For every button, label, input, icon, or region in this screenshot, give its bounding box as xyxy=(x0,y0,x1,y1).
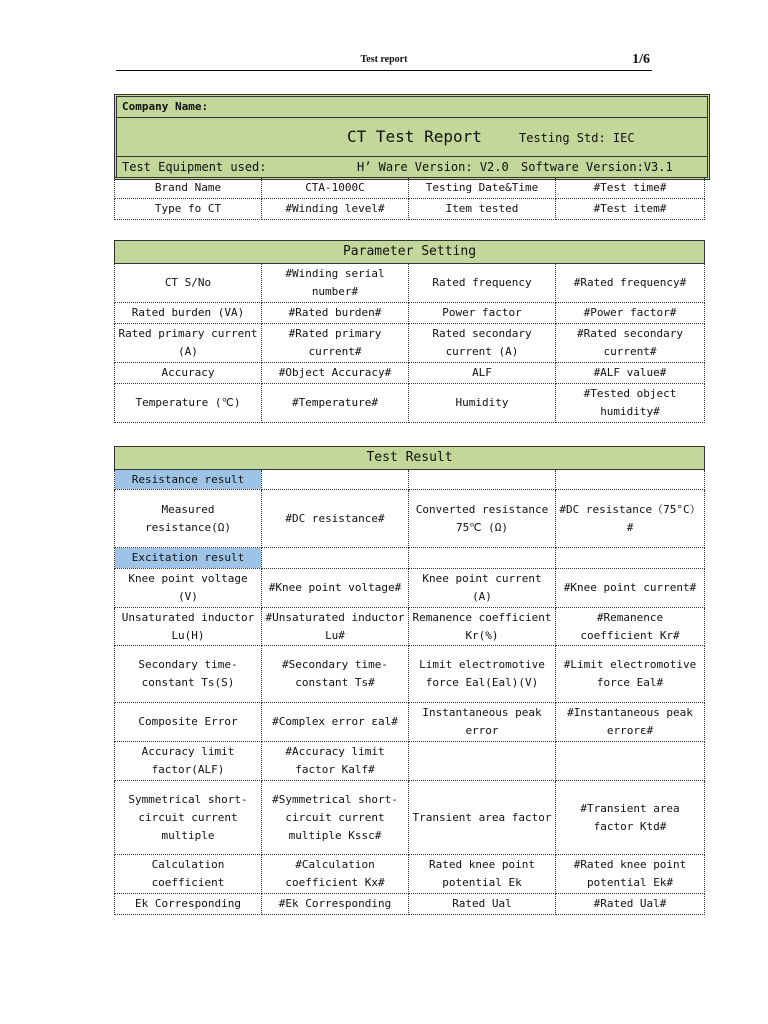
report-title: CT Test Report xyxy=(347,127,482,146)
result-heading: Test Result xyxy=(115,447,705,470)
param-cell: Accuracy xyxy=(115,363,262,384)
param-cell: Rated primary current (A) xyxy=(115,324,262,363)
table-row xyxy=(115,703,705,742)
result-cell: #Limit electromotive force Eal# xyxy=(556,646,705,703)
parameter-heading: Parameter Setting xyxy=(115,241,705,264)
param-cell: #Rated frequency# xyxy=(556,264,705,303)
testing-std: Testing Std: IEC xyxy=(519,131,635,145)
result-cell: #Ek Corresponding xyxy=(262,894,409,915)
table-row xyxy=(115,303,705,324)
result-cell: #Complex error εal# xyxy=(262,703,409,742)
result-cell: #DC resistance（75°C）# xyxy=(556,490,705,548)
param-cell: #Rated secondary current# xyxy=(556,324,705,363)
result-table xyxy=(114,446,705,915)
param-cell: ALF xyxy=(409,363,556,384)
result-cell: #Rated knee point potential Ek# xyxy=(556,855,705,894)
param-cell: #Tested object humidity# xyxy=(556,384,705,423)
result-cell xyxy=(556,742,705,781)
table-row xyxy=(115,363,705,384)
param-cell: Rated secondary current (A) xyxy=(409,324,556,363)
table-row xyxy=(115,894,705,915)
param-cell: #Rated burden# xyxy=(262,303,409,324)
result-cell: Calculation coefficient xyxy=(115,855,262,894)
info-cell: CTA-1000C xyxy=(262,178,409,199)
table-row xyxy=(115,178,705,199)
equipment-label: Test Equipment used: xyxy=(122,160,267,174)
company-name-label: Company Name: xyxy=(117,97,707,118)
result-cell: #Unsaturated inductor Lu# xyxy=(262,608,409,646)
result-cell: #Knee point current# xyxy=(556,569,705,608)
excitation-result-label: Excitation result xyxy=(115,548,262,569)
result-cell: Rated Ual xyxy=(409,894,556,915)
result-cell: #Symmetrical short-circuit current multiple Kssc# xyxy=(262,781,409,855)
param-cell: #Object Accuracy# xyxy=(262,363,409,384)
result-cell: Knee point voltage (V) xyxy=(115,569,262,608)
page-header-title: Test report xyxy=(360,54,408,65)
parameter-table xyxy=(114,240,705,423)
result-cell: Converted resistance 75℃ (Ω) xyxy=(409,490,556,548)
result-cell: Unsaturated inductor Lu(H) xyxy=(115,608,262,646)
info-cell: Testing Date&Time xyxy=(409,178,556,199)
table-row xyxy=(115,384,705,423)
param-cell: CT S/No xyxy=(115,264,262,303)
equipment-row xyxy=(117,157,707,177)
table-row xyxy=(115,264,705,303)
resistance-result-label: Resistance result xyxy=(115,470,262,490)
param-cell: Humidity xyxy=(409,384,556,423)
result-cell: Accuracy limit factor(ALF) xyxy=(115,742,262,781)
result-cell: #Knee point voltage# xyxy=(262,569,409,608)
report-title-row xyxy=(117,118,707,157)
result-cell: #Transient area factor Ktd# xyxy=(556,781,705,855)
param-cell: #ALF value# xyxy=(556,363,705,384)
param-cell: Temperature (℃) xyxy=(115,384,262,423)
table-row xyxy=(115,490,705,548)
result-cell: Limit electromotive force Eal(Eal)(V) xyxy=(409,646,556,703)
result-cell: #Secondary time-constant Ts# xyxy=(262,646,409,703)
param-cell: Power factor xyxy=(409,303,556,324)
result-cell: #DC resistance# xyxy=(262,490,409,548)
table-row xyxy=(115,548,705,569)
sw-version: Software Version:V3.1 xyxy=(521,160,673,174)
result-cell: Instantaneous peak error xyxy=(409,703,556,742)
param-cell: Rated frequency xyxy=(409,264,556,303)
info-cell: Item tested xyxy=(409,199,556,220)
result-cell: Measured resistance(Ω) xyxy=(115,490,262,548)
table-row xyxy=(115,781,705,855)
param-cell: #Power factor# xyxy=(556,303,705,324)
info-table xyxy=(114,177,705,220)
info-cell: #Winding level# xyxy=(262,199,409,220)
param-cell: #Temperature# xyxy=(262,384,409,423)
result-cell: #Accuracy limit factor Kalf# xyxy=(262,742,409,781)
info-cell: Brand Name xyxy=(115,178,262,199)
table-row xyxy=(115,608,705,646)
table-row xyxy=(115,199,705,220)
result-cell: #Instantaneous peak errorε# xyxy=(556,703,705,742)
param-cell: Rated burden (VA) xyxy=(115,303,262,324)
result-cell: #Calculation coefficient Kx# xyxy=(262,855,409,894)
result-cell: Rated knee point potential Ek xyxy=(409,855,556,894)
result-cell: Remanence coefficient Kr(%) xyxy=(409,608,556,646)
page-number: 1/6 xyxy=(632,52,650,67)
info-cell: Type fo CT xyxy=(115,199,262,220)
table-row xyxy=(115,569,705,608)
result-cell: #Remanence coefficient Kr# xyxy=(556,608,705,646)
param-cell: #Winding serial number# xyxy=(262,264,409,303)
table-row xyxy=(115,742,705,781)
result-cell: Composite Error xyxy=(115,703,262,742)
result-cell: Transient area factor xyxy=(409,781,556,855)
result-cell: #Rated Ual# xyxy=(556,894,705,915)
table-row xyxy=(115,646,705,703)
table-row xyxy=(115,470,705,490)
param-cell: #Rated primary current# xyxy=(262,324,409,363)
info-cell: #Test item# xyxy=(556,199,705,220)
info-cell: #Test time# xyxy=(556,178,705,199)
page-header xyxy=(116,52,652,71)
table-row xyxy=(115,855,705,894)
result-cell: Ek Corresponding xyxy=(115,894,262,915)
result-cell: Symmetrical short-circuit current multiple xyxy=(115,781,262,855)
table-row xyxy=(115,324,705,363)
result-cell xyxy=(409,742,556,781)
hw-version: H’ Ware Version: V2.0 xyxy=(357,160,509,174)
result-cell: Knee point current (A) xyxy=(409,569,556,608)
result-cell: Secondary time-constant Ts(S) xyxy=(115,646,262,703)
report-title-block xyxy=(114,94,710,180)
